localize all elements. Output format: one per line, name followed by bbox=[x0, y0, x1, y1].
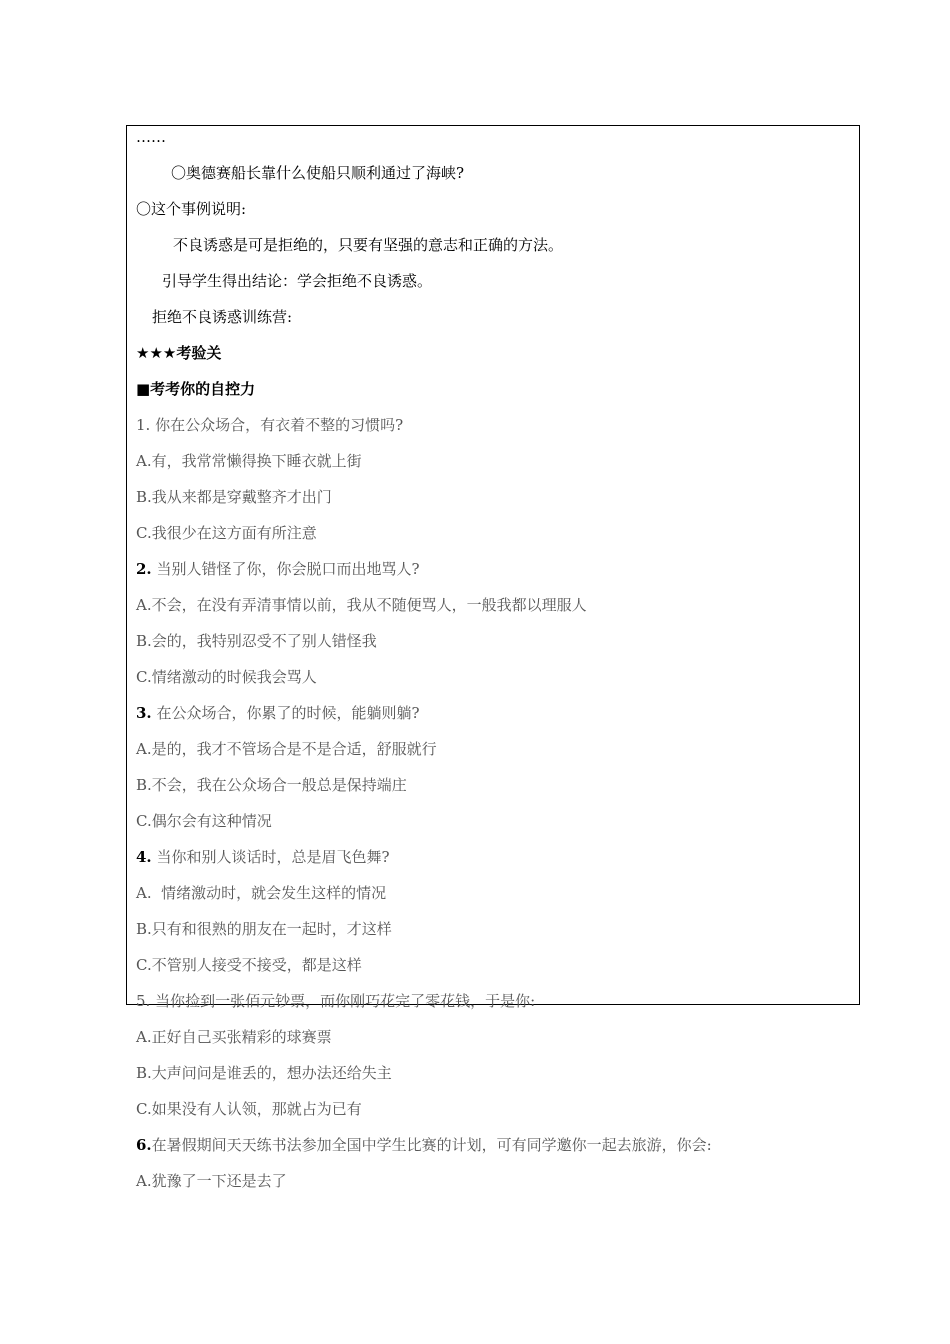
conclusion-line: 引导学生得出结论：学会拒绝不良诱惑。 bbox=[162, 272, 433, 290]
section-heading: ★★★考验关 bbox=[136, 344, 222, 362]
quiz-option: C.我很少在这方面有所注意 bbox=[136, 524, 317, 542]
quiz-question-3 bbox=[136, 703, 420, 723]
question-text: 在暑假期间天天练书法参加全国中学生比赛的计划，可有同学邀你一起去旅游，你会: bbox=[151, 1136, 712, 1154]
statement-line: 不良诱惑是可是拒绝的，只要有坚强的意志和正确的方法。 bbox=[173, 236, 564, 254]
question-text: 当你和别人谈话时，总是眉飞色舞? bbox=[156, 848, 390, 866]
question-text: 在公众场合，你累了的时候，能躺则躺? bbox=[156, 704, 420, 722]
question-number: 6. bbox=[136, 1136, 152, 1154]
quiz-question-2 bbox=[136, 559, 420, 579]
question-line: 〇奥德赛船长靠什么使船只顺利通过了海峡? bbox=[171, 164, 465, 182]
subsection-heading: ■考考你的自控力 bbox=[136, 380, 256, 398]
ellipsis-line: …… bbox=[136, 128, 166, 146]
question-number: 3. bbox=[136, 704, 152, 722]
quiz-option: B.只有和很熟的朋友在一起时，才这样 bbox=[136, 920, 392, 938]
question-number: 4. bbox=[136, 848, 152, 866]
quiz-question-6 bbox=[136, 1135, 712, 1155]
quiz-question-5: 5. 当你捡到一张佰元钞票，而你刚巧花完了零花钱，于是你: bbox=[136, 992, 536, 1010]
quiz-option: C.不管别人接受不接受，都是这样 bbox=[136, 956, 362, 974]
quiz-option: C.如果没有人认领，那就占为已有 bbox=[136, 1100, 362, 1118]
question-text: 当别人错怪了你，你会脱口而出地骂人? bbox=[156, 560, 420, 578]
quiz-option: A.不会，在没有弄清事情以前，我从不随便骂人，一般我都以理服人 bbox=[136, 596, 587, 614]
quiz-option: B.不会，我在公众场合一般总是保持端庄 bbox=[136, 776, 407, 794]
quiz-option: A.犹豫了一下还是去了 bbox=[136, 1172, 287, 1190]
camp-title: 拒绝不良诱惑训练营: bbox=[152, 308, 293, 326]
quiz-question-1: 1. 你在公众场合，有衣着不整的习惯吗? bbox=[136, 416, 404, 434]
quiz-option: B.我从来都是穿戴整齐才出门 bbox=[136, 488, 332, 506]
quiz-option: A. 情绪激动时，就会发生这样的情况 bbox=[136, 884, 387, 902]
quiz-option: C.情绪激动的时候我会骂人 bbox=[136, 668, 317, 686]
quiz-option: B.大声问问是谁丢的，想办法还给失主 bbox=[136, 1064, 392, 1082]
example-note-line: 〇这个事例说明: bbox=[136, 200, 247, 218]
quiz-option: A.是的，我才不管场合是不是合适，舒服就行 bbox=[136, 740, 437, 758]
quiz-option: B.会的，我特别忍受不了别人错怪我 bbox=[136, 632, 377, 650]
question-number: 2. bbox=[136, 560, 152, 578]
quiz-option: C.偶尔会有这种情况 bbox=[136, 812, 272, 830]
quiz-option: A.正好自己买张精彩的球赛票 bbox=[136, 1028, 332, 1046]
quiz-question-4 bbox=[136, 847, 390, 867]
quiz-option: A.有，我常常懒得换下睡衣就上街 bbox=[136, 452, 362, 470]
